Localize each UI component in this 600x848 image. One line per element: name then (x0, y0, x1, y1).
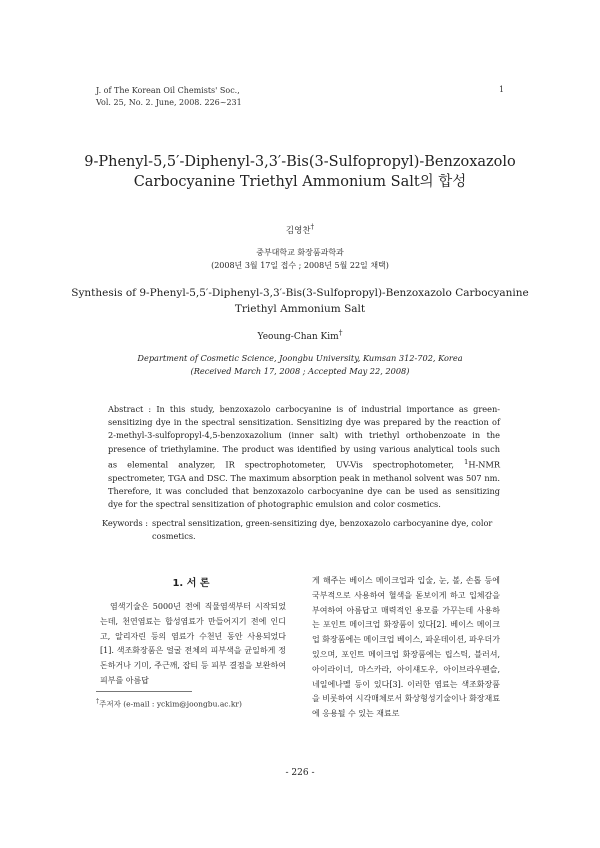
section-heading-introduction: 1. 서 론 (172, 578, 210, 589)
abstract-label: Abstract (108, 404, 144, 414)
english-dates: (Received March 17, 2008 ; Accepted May 22, 2008) (190, 366, 410, 376)
journal-name: J. of The Korean Oil Chemists' Soc., (96, 86, 240, 95)
korean-title: 9-Phenyl-5,5′-Diphenyl-3,3′-Bis(3-Sulfopropyl)-Benzoxazolo Carbocyanine Triethyl Ammonium Salt의 합성 (84, 154, 516, 190)
footnote-dagger: † (96, 698, 100, 705)
author-dagger: † (310, 222, 315, 231)
korean-author (0, 222, 600, 236)
page-footer-number: - 226 - (285, 768, 315, 778)
english-author (0, 328, 600, 342)
footnote (96, 698, 242, 710)
english-department: Department of Cosmetic Science, Joongbu University, Kumsan 312-702, Korea (137, 353, 463, 363)
footnote-divider (96, 691, 192, 692)
english-title: Synthesis of 9-Phenyl-5,5′-Diphenyl-3,3′-Bis(3-Sulfopropyl)-Benzoxazolo Carbocyanine Triethyl Ammonium Salt (71, 287, 529, 315)
korean-dates: (2008년 3월 17일 접수 ; 2008년 5월 22일 채택) (211, 261, 389, 270)
english-author-name: Yeoung-Chan Kim (257, 332, 339, 342)
body-column-right: 게 해주는 베이스 메이크업과 입술, 눈, 볼, 손톱 등에 국부적으로 사용하여 혈색을 돋보이게 하고 입체감을 부여하여 아름답고 매력적인 용모를 가꾸는데 사용하는 포인트 메이크업 화장품이 있다[2]. 베이스 메이크업 화장품에는 메이크업 베이스, 파운데이션, 파우더가 있으며, 포인트 메이크업 화장품에는 립스틱, 블러셔, 아이라이너, 마스카라, 아이섀도우, 아이브라우펜슬, 네일에나멜 등이 있다[3]. 이러한 염료는 색조화장품을 비롯하여 시각매체로서 화상형성기술이나 화장재료에 응용될 수 있는 재료로 (312, 576, 500, 719)
keywords-label: Keywords : (102, 518, 149, 528)
keywords (102, 517, 502, 543)
korean-author-name: 김영찬 (285, 225, 311, 236)
author-dagger-en: † (338, 328, 343, 337)
abstract-superscript: 1 (464, 457, 469, 466)
korean-affiliation (0, 246, 600, 272)
abstract-text-part1: In this study, benzoxazolo carbocyanine is of industrial importance as green-sensitizing dye in the spectral sensitization. Sensitizing dye was prepared by the reaction of 2-methyl-3-sulfopropyl-4,5-benzoxazolium (inner salt) with triethyl orthobenzoate in the presence of triethylamine. The product was identified by using various analytical tools such as elemental analyzer, IR spectrophotometer, UV-Vis spectrophotometer, (108, 404, 500, 470)
abstract-text-part2: H-NMR spectrometer, TGA and DSC. The maximum absorption peak in methanol solvent was 507 nm. Therefore, it was concluded that benzoxazolo carbocyanine dye can be used as sensitizing dye for the spectral sensitization of photographic emulsion and color cosmetics. (108, 459, 500, 510)
footnote-text: 주저자 (e-mail : yckim@joongbu.ac.kr) (99, 699, 242, 709)
keywords-text: spectral sensitization, green-sensitizing dye, benzoxazolo carbocyanine dye, color cosmetics. (152, 518, 493, 542)
journal-citation (96, 85, 242, 109)
body-column-left: 염색기술은 5000년 전에 직물염색부터 시작되었는데, 천연염료는 합성염료가 만들어지기 전에 인디고, 알리자린 등의 염료가 수천년 동안 사용되었다[1]. 색조화장품은 얼굴 전체의 피부색을 균일하게 정돈하거나 기미, 주근깨, 잡티 등 피부 결점을 보완하여 피부를 아름답 (100, 602, 286, 685)
korean-department: 중부대학교 화장품과학과 (256, 248, 344, 257)
english-affiliation (0, 352, 600, 378)
abstract: Abstract : In this study, benzoxazolo carbocyanine is of industrial importance as green-sensitizing dye in the spectral sensitization. Sensitizing dye was prepared by the reaction of 2-methyl-3-sulfopropyl-4,5-benzoxazolium (inner salt) with triethyl orthobenzoate in the presence of triethylamine. The product was identified by using various analytical tools such as elemental analyzer, IR spectrophotometer, UV-Vis spectrophotometer, $^1$H-NMR spectrometer, TGA and DSC. The maximum absorption peak in methanol solvent was 507 nm. Therefore, it was concluded that benzoxazolo carbocyanine dye can be used as sensitizing dye for the spectral sensitization of photographic emulsion and color cosmetics. (108, 404, 500, 510)
journal-volume: Vol. 25, No. 2. June, 2008. 226~231 (96, 98, 242, 107)
header-page-number: 1 (499, 85, 505, 94)
